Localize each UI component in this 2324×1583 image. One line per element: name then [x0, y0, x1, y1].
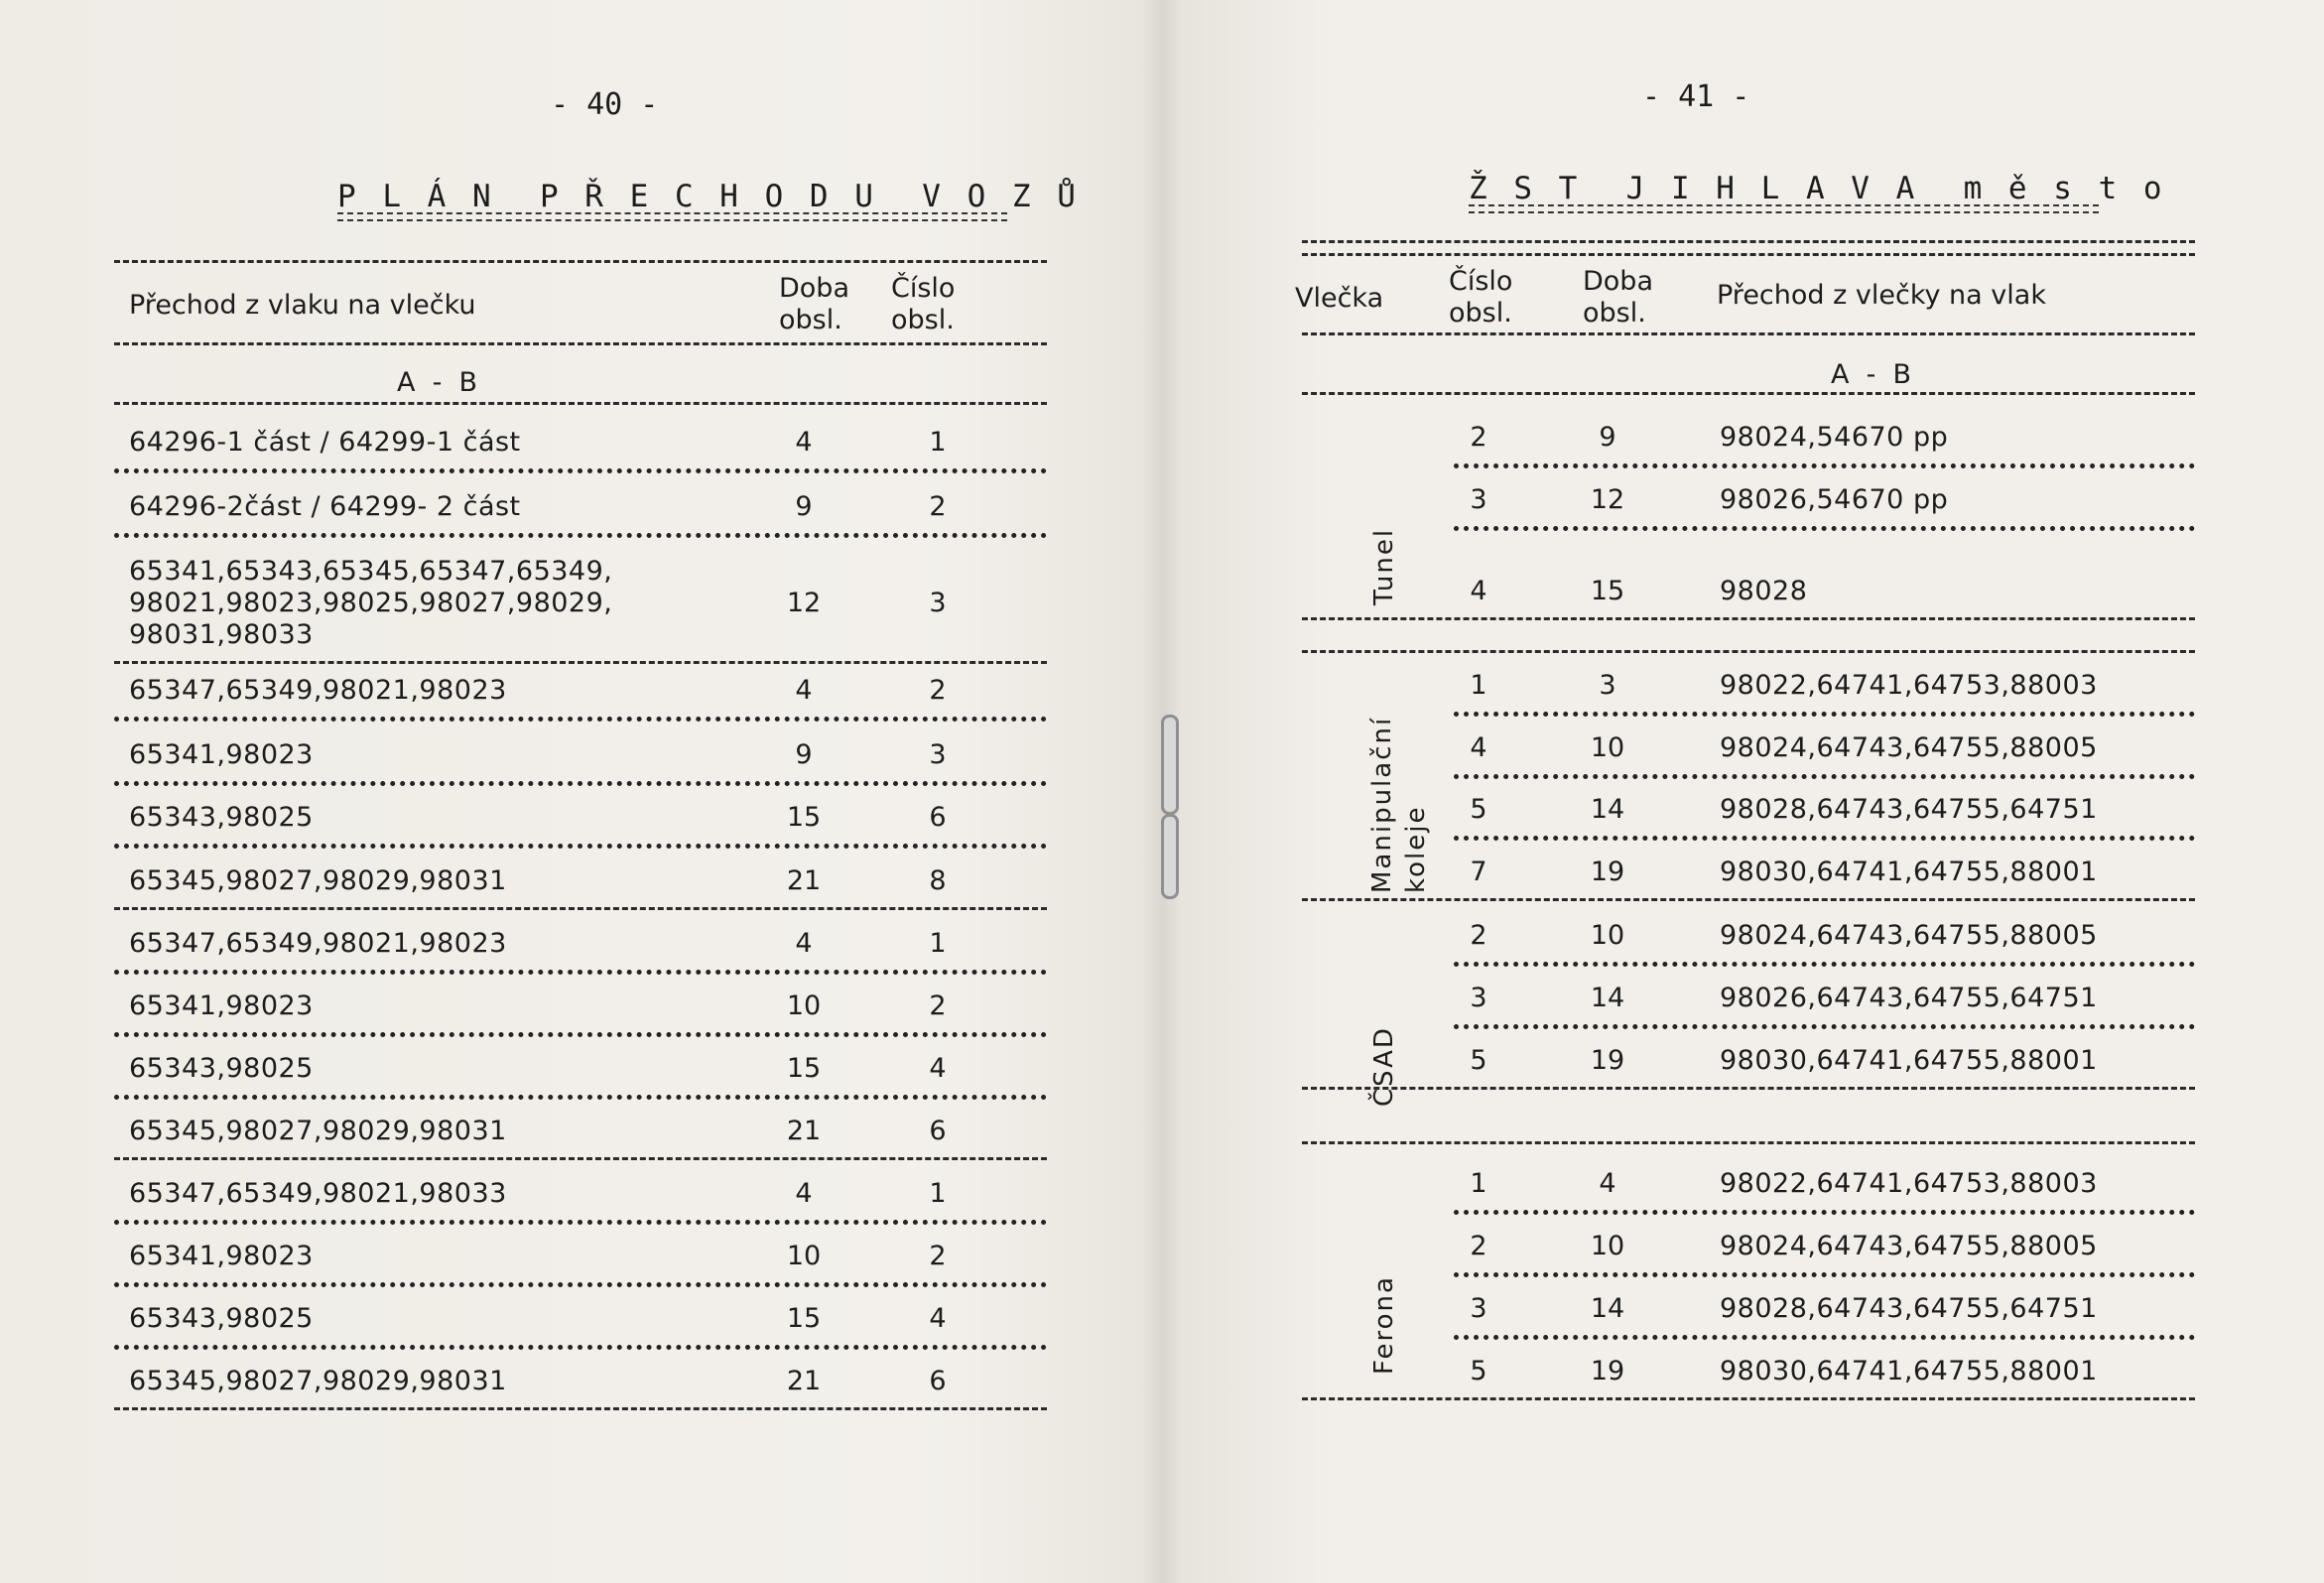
- right-row-separator: [1454, 1272, 2195, 1277]
- left-row-doba: 15: [786, 802, 822, 833]
- left-row-transfer: 65341,98023: [129, 990, 314, 1021]
- right-row-cislo: 2: [1470, 422, 1487, 453]
- right-row-doba: 10: [1590, 1231, 1625, 1261]
- left-row-doba: 12: [786, 588, 822, 618]
- right-row-cislo: 4: [1470, 732, 1487, 763]
- staple-top: [1161, 715, 1179, 815]
- direction-rule-right: [1302, 392, 2195, 395]
- left-row-cislo: 6: [929, 1366, 947, 1396]
- right-row-separator: [1302, 617, 2195, 620]
- right-row-doba: 14: [1590, 794, 1625, 825]
- right-row-transfer: 98030,64741,64755,88001: [1720, 1045, 2098, 1076]
- left-row-doba: 4: [795, 1178, 813, 1209]
- left-row-transfer: 65341,98023: [129, 1241, 314, 1271]
- left-row-transfer: 65343,98025: [129, 1053, 314, 1084]
- left-row-doba: 4: [795, 928, 813, 959]
- left-row-transfer: 65341,65343,65345,65347,65349, 98021,98023,98025,98027,98029, 98031,98033: [129, 556, 613, 650]
- right-row-doba: 15: [1590, 576, 1625, 606]
- right-row-cislo: 3: [1470, 983, 1487, 1013]
- left-row-doba: 15: [786, 1053, 822, 1084]
- left-row-separator: [114, 844, 1047, 849]
- header-rule-bottom-right: [1302, 332, 2195, 335]
- right-row-cislo: 2: [1470, 920, 1487, 951]
- right-row-separator: [1454, 836, 2195, 841]
- left-row-cislo: 1: [929, 928, 947, 959]
- left-row-transfer: 65347,65349,98021,98023: [129, 675, 507, 706]
- right-group-separator: [1302, 1141, 2195, 1144]
- header-col-cislo-r2: obsl.: [1449, 298, 1512, 329]
- header-col-cislo-1: Číslo: [891, 273, 956, 304]
- right-row-transfer: 98022,64741,64753,88003: [1720, 1168, 2098, 1199]
- left-row-transfer: 65345,98027,98029,98031: [129, 1116, 507, 1146]
- left-row-separator: [114, 468, 1047, 473]
- right-row-transfer: 98024,54670 pp: [1720, 422, 1949, 453]
- left-row-separator: [114, 1032, 1047, 1037]
- left-row-cislo: 1: [929, 1178, 947, 1209]
- left-row-separator: [114, 1407, 1047, 1410]
- left-row-separator: [114, 1345, 1047, 1350]
- header-col-doba-2: obsl.: [779, 305, 842, 335]
- right-group-label: Tunel: [1369, 527, 1399, 605]
- right-row-doba: 19: [1590, 1356, 1625, 1386]
- right-row-cislo: 5: [1470, 794, 1487, 825]
- left-row-cislo: 3: [929, 588, 947, 618]
- header-rule-bottom: [114, 342, 1047, 345]
- right-row-transfer: 98028,64743,64755,64751: [1720, 1293, 2098, 1324]
- right-row-cislo: 3: [1470, 484, 1487, 515]
- right-row-cislo: 1: [1470, 1168, 1487, 1199]
- right-row-cislo: 4: [1470, 576, 1487, 606]
- right-row-cislo: 2: [1470, 1231, 1487, 1261]
- right-row-separator: [1454, 962, 2195, 967]
- left-row-transfer: 65343,98025: [129, 1303, 314, 1334]
- header-rule-top: [114, 260, 1047, 263]
- right-row-separator: [1454, 526, 2195, 531]
- right-row-doba: 14: [1590, 983, 1625, 1013]
- right-row-transfer: 98022,64741,64753,88003: [1720, 670, 2098, 701]
- right-row-doba: 14: [1590, 1293, 1625, 1324]
- page-number-left: - 40 -: [551, 87, 659, 122]
- left-row-transfer: 64296-2část / 64299- 2 část: [129, 491, 521, 522]
- right-row-doba: 10: [1590, 732, 1625, 763]
- right-row-transfer: 98030,64741,64755,88001: [1720, 857, 2098, 887]
- right-row-separator: [1454, 774, 2195, 779]
- left-row-cislo: 2: [929, 675, 947, 706]
- right-row-cislo: 1: [1470, 670, 1487, 701]
- right-row-doba: 19: [1590, 1045, 1625, 1076]
- left-row-cislo: 6: [929, 1116, 947, 1146]
- right-row-cislo: 5: [1470, 1045, 1487, 1076]
- left-row-doba: 10: [786, 1241, 822, 1271]
- header-col-transfer-right: Přechod z vlečky na vlak: [1717, 280, 2046, 311]
- left-row-transfer: 65347,65349,98021,98033: [129, 1178, 507, 1209]
- header-col-vlecka: Vlečka: [1295, 283, 1384, 314]
- left-row-transfer: 65341,98023: [129, 739, 314, 770]
- left-row-transfer: 65345,98027,98029,98031: [129, 1366, 507, 1396]
- right-row-separator: [1454, 1335, 2195, 1340]
- left-row-separator: [114, 1282, 1047, 1287]
- left-row-doba: 4: [795, 675, 813, 706]
- header-col-doba-1: Doba: [779, 273, 849, 304]
- left-row-cislo: 3: [929, 739, 947, 770]
- right-row-separator: [1302, 898, 2195, 901]
- right-group-label: Manipulační: [1367, 716, 1397, 893]
- left-row-doba: 21: [786, 1366, 822, 1396]
- right-row-transfer: 98024,64743,64755,88005: [1720, 1231, 2098, 1261]
- left-row-separator: [114, 717, 1047, 722]
- left-row-separator: [114, 1095, 1047, 1100]
- left-row-cislo: 1: [929, 427, 947, 458]
- left-row-separator: [114, 907, 1047, 910]
- right-row-doba: 19: [1590, 857, 1625, 887]
- direction-label-right: A - B: [1831, 359, 1912, 390]
- left-row-doba: 9: [795, 739, 813, 770]
- left-row-transfer: 65345,98027,98029,98031: [129, 865, 507, 896]
- right-row-separator: [1454, 712, 2195, 717]
- header-col-doba-r1: Doba: [1583, 266, 1653, 297]
- left-row-doba: 21: [786, 865, 822, 896]
- right-row-transfer: 98028: [1720, 576, 1808, 606]
- right-row-doba: 12: [1590, 484, 1625, 515]
- left-row-cislo: 8: [929, 865, 947, 896]
- right-row-separator: [1454, 463, 2195, 468]
- right-group-label: ČSAD: [1369, 1026, 1399, 1107]
- right-row-cislo: 5: [1470, 1356, 1487, 1386]
- right-row-transfer: 98024,64743,64755,88005: [1720, 732, 2098, 763]
- right-row-transfer: 98026,64743,64755,64751: [1720, 983, 2098, 1013]
- right-page: [1162, 0, 2324, 1583]
- left-row-cislo: 2: [929, 1241, 947, 1271]
- right-row-doba: 10: [1590, 920, 1625, 951]
- left-row-cislo: 4: [929, 1303, 947, 1334]
- left-row-cislo: 2: [929, 491, 947, 522]
- left-row-doba: 4: [795, 427, 813, 458]
- left-row-separator: [114, 1157, 1047, 1160]
- left-row-separator: [114, 533, 1047, 538]
- left-row-cislo: 6: [929, 802, 947, 833]
- left-row-separator: [114, 661, 1047, 664]
- left-row-doba: 9: [795, 491, 813, 522]
- left-row-separator: [114, 970, 1047, 975]
- right-row-cislo: 7: [1470, 857, 1487, 887]
- right-row-separator: [1454, 1024, 2195, 1029]
- right-row-separator: [1302, 1087, 2195, 1090]
- direction-rule-left: [114, 402, 1047, 405]
- header-rule-top-right: [1302, 240, 2195, 243]
- right-row-transfer: 98028,64743,64755,64751: [1720, 794, 2098, 825]
- header-col-doba-r2: obsl.: [1583, 298, 1646, 329]
- left-row-doba: 10: [786, 990, 822, 1021]
- right-row-doba: 3: [1599, 670, 1616, 701]
- left-row-transfer: 65343,98025: [129, 802, 314, 833]
- left-row-separator: [114, 1220, 1047, 1225]
- title-underline-left: [337, 212, 1007, 221]
- right-row-transfer: 98026,54670 pp: [1720, 484, 1949, 515]
- left-row-separator: [114, 781, 1047, 786]
- direction-label-left: A - B: [397, 367, 478, 398]
- header-col-transfer: Přechod z vlaku na vlečku: [129, 290, 476, 321]
- left-row-doba: 15: [786, 1303, 822, 1334]
- right-row-transfer: 98030,64741,64755,88001: [1720, 1356, 2098, 1386]
- right-row-separator: [1454, 1210, 2195, 1215]
- left-row-cislo: 2: [929, 990, 947, 1021]
- title-underline-right: [1469, 204, 2099, 213]
- right-group-separator: [1302, 650, 2195, 653]
- right-group-label: Ferona: [1369, 1275, 1399, 1375]
- right-row-transfer: 98024,64743,64755,88005: [1720, 920, 2098, 951]
- page-title-right: Ž S T J I H L A V A m ě s t o: [1469, 171, 2166, 206]
- header-col-cislo-2: obsl.: [891, 305, 955, 335]
- right-row-separator: [1302, 1397, 2195, 1400]
- left-row-transfer: 65347,65349,98021,98023: [129, 928, 507, 959]
- header-col-cislo-r1: Číslo: [1449, 266, 1513, 297]
- right-row-doba: 4: [1599, 1168, 1616, 1199]
- right-row-cislo: 3: [1470, 1293, 1487, 1324]
- left-row-cislo: 4: [929, 1053, 947, 1084]
- right-row-doba: 9: [1599, 422, 1616, 453]
- right-group-label-line2: koleje: [1401, 805, 1431, 893]
- left-row-transfer: 64296-1 část / 64299-1 část: [129, 427, 521, 458]
- header-rule-top-right-2: [1302, 253, 2195, 256]
- page-title-left: P L Á N P Ř E C H O D U V O Z Ů: [337, 179, 1080, 214]
- left-row-doba: 21: [786, 1116, 822, 1146]
- staple-bottom: [1161, 814, 1179, 899]
- page-number-right: - 41 -: [1642, 79, 1750, 114]
